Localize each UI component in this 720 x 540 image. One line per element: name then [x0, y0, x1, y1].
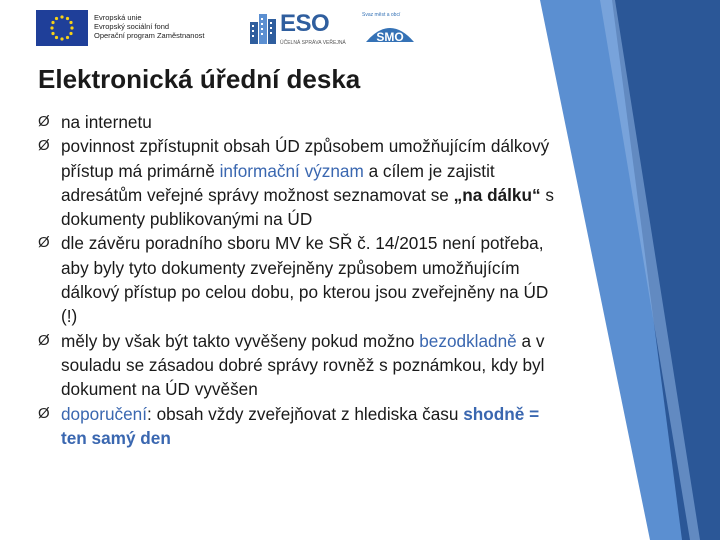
bullet-text-segment: měly by však být takto vyvěšeny pokud možno	[61, 330, 420, 351]
eu-logo-text	[94, 13, 234, 40]
smo-logo-name: SMO	[376, 30, 404, 44]
slide-title: Elektronická úřední deska	[38, 64, 361, 94]
eso-logo-name: ESO	[280, 10, 330, 37]
bullet-text-segment: povinnost zpřístupnit obsah ÚD způsobem umožňujícím dálkový přístup má primárně	[61, 136, 550, 181]
bullet-text-segment: na internetu	[61, 112, 152, 132]
bullet-text-segment: informační význam	[219, 160, 364, 181]
bullet-text-segment: dle závěru poradního sboru MV ke SŘ č. 14/2015 není potřeba, aby byly tyto dokumenty zveřejněny způsobem umožňujícím dálkový přístup po celou dobu, po kterou jsou zveřejněny na ÚD (!)	[61, 233, 549, 327]
eso-building-icon	[248, 10, 278, 48]
smo-logo-mark	[362, 20, 418, 48]
bullet-text-segment: bezodkladně	[419, 330, 517, 351]
bullet-text-segment: a cílem je zajistit adresátům veřejné správy možnost seznamovat se	[61, 160, 495, 205]
bullet-item	[38, 329, 568, 402]
arrow-bullet-icon: Ø	[38, 137, 50, 155]
bullet-text-segment: shodně = ten samý den	[61, 403, 540, 448]
eu-line-3: Operační program Zaměstnanost	[94, 31, 205, 40]
smo-logo	[362, 12, 422, 48]
bullet-text-segment: „na dálku“	[453, 184, 541, 205]
eu-line-1: Evropská unie	[94, 13, 142, 22]
eu-flag-logo	[36, 10, 88, 46]
bullet-list	[38, 110, 568, 450]
eso-logo-tagline: ÚČELNÁ SPRÁVA VEŘEJNÁ	[280, 40, 346, 46]
arrow-bullet-icon: Ø	[38, 234, 50, 252]
bullet-item	[38, 231, 568, 328]
bullet-text-segment: : obsah vždy zveřejňovat z hlediska času	[147, 403, 464, 424]
bullet-item	[38, 134, 568, 231]
smo-logo-tagline: Svaz měst a obcí	[362, 12, 401, 18]
eu-line-2: Evropský sociální fond	[94, 22, 170, 31]
bullet-item	[38, 110, 568, 134]
arrow-bullet-icon: Ø	[38, 404, 50, 422]
arrow-bullet-icon: Ø	[38, 331, 50, 349]
bullet-text-segment: s dokumenty publikovanými na ÚD	[61, 184, 554, 230]
arrow-bullet-icon: Ø	[38, 113, 50, 130]
bullet-text-segment: a v souladu se zásadou dobré správy rovněž s poznámkou, kdy byl dokument na ÚD vyvěšen	[61, 330, 545, 400]
bullet-item	[38, 402, 568, 451]
bullet-text-segment: doporučení	[61, 403, 148, 424]
eso-logo	[248, 10, 348, 50]
